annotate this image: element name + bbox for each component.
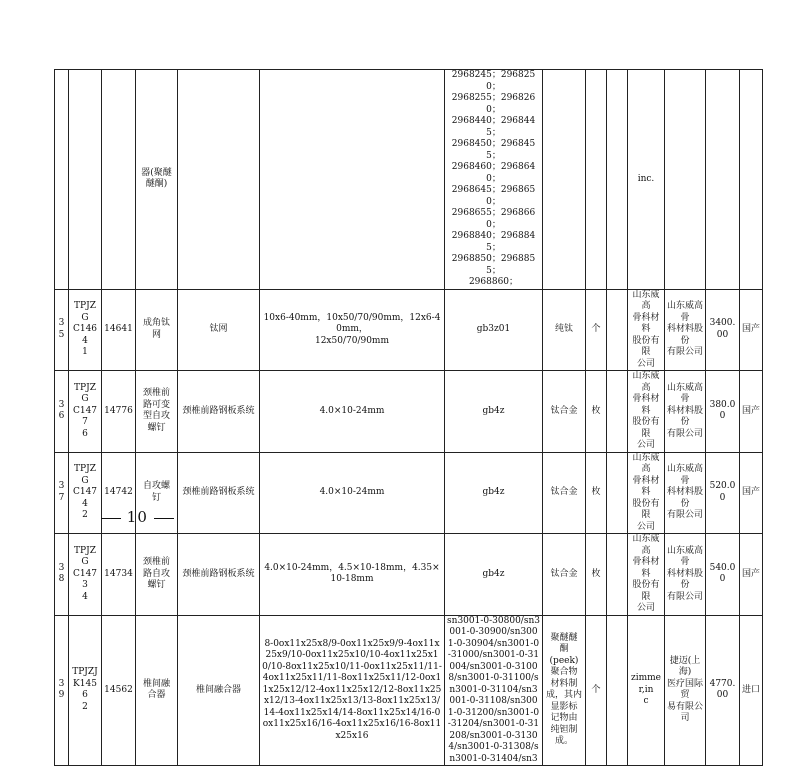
table-row — [55, 289, 763, 371]
table-row — [55, 534, 763, 616]
item-id: 14562 — [102, 615, 136, 766]
item-code: TPJZG C1473 4 — [69, 534, 102, 616]
table-row — [55, 615, 763, 766]
row-number — [55, 70, 69, 290]
unit: 个 — [586, 615, 607, 766]
specification: 4.0×10-24mm，4.5×10-18mm，4.35×10-18mm — [260, 534, 445, 616]
quantity — [607, 371, 628, 453]
price: 4770.00 — [706, 615, 740, 766]
price: 520.00 — [706, 452, 740, 534]
material: 钛合金 — [543, 452, 586, 534]
quantity — [607, 615, 628, 766]
origin: 国产 — [740, 289, 763, 371]
manufacturer: 山东威高 骨科材料 股份有限 公司 — [628, 452, 665, 534]
item-code: TPJZJ K1456 2 — [69, 615, 102, 766]
item-id — [102, 70, 136, 290]
quantity — [607, 452, 628, 534]
dash-right — [154, 518, 174, 519]
row-number: 36 — [55, 371, 69, 453]
product-category: 颈椎前路钢板系统 — [178, 534, 260, 616]
price: 3400.00 — [706, 289, 740, 371]
model-number: sn3001-0-30800/sn3001-0-30900/sn3001-0-30904/sn3001-0-31000/sn3001-0-31004/sn3001-0-31008/sn3001-0-31100/sn3001-0-31104/sn3001-0-31108/sn3001-0-31200/sn3001-0-31204/sn3001-0-31208/sn3001-0-31304/sn3001-0-31308/sn3001-0-31404/sn3 — [445, 615, 543, 766]
item-code: TPJZG C1474 2 — [69, 452, 102, 534]
specification: 4.0×10-24mm — [260, 371, 445, 453]
row-number: 39 — [55, 615, 69, 766]
item-code: TPJZG C1464 1 — [69, 289, 102, 371]
row-number: 35 — [55, 289, 69, 371]
model-number: 2968245；2968250； 2968255；2968260； 2968440；2968445； 2968450；2968455； 2968460；2968640； 2968645；2968650； 2968655；2968660； 2968840；2968845； 2968850；2968855； 2968860； — [445, 70, 543, 290]
product-name: 椎间融 合器 — [136, 615, 178, 766]
quantity — [607, 289, 628, 371]
product-category: 颈椎前路钢板系统 — [178, 452, 260, 534]
model-number: gb4z — [445, 452, 543, 534]
quantity — [607, 70, 628, 290]
item-id: 14641 — [102, 289, 136, 371]
product-name: 颈椎前 路可变 型自攻 螺钉 — [136, 371, 178, 453]
product-name: 器(聚醚 醚酮) — [136, 70, 178, 290]
supplier — [665, 70, 706, 290]
dash-left — [101, 518, 121, 519]
product-name: 自攻螺 钉 — [136, 452, 178, 534]
origin: 国产 — [740, 371, 763, 453]
item-id: 14776 — [102, 371, 136, 453]
product-category: 钛网 — [178, 289, 260, 371]
table-row — [55, 371, 763, 453]
supplier: 山东威高骨 科材料股份 有限公司 — [665, 289, 706, 371]
product-category — [178, 70, 260, 290]
model-number: gb4z — [445, 534, 543, 616]
price: 380.00 — [706, 371, 740, 453]
unit: 枚 — [586, 371, 607, 453]
manufacturer: 山东威高 骨科材料 股份有限 公司 — [628, 289, 665, 371]
row-number: 37 — [55, 452, 69, 534]
origin: 国产 — [740, 452, 763, 534]
origin: 进口 — [740, 615, 763, 766]
manufacturer: 山东威高 骨科材料 股份有限 公司 — [628, 371, 665, 453]
supplier: 山东威高骨 科材料股份 有限公司 — [665, 534, 706, 616]
model-number: gb3z01 — [445, 289, 543, 371]
supplier: 山东威高骨 科材料股份 有限公司 — [665, 371, 706, 453]
material: 钛合金 — [543, 371, 586, 453]
product-name: 颈椎前 路自攻 螺钉 — [136, 534, 178, 616]
product-name: 成角钛 网 — [136, 289, 178, 371]
specification: 4.0×10-24mm — [260, 452, 445, 534]
price: 540.00 — [706, 534, 740, 616]
item-id: 14742 — [102, 452, 136, 534]
specification — [260, 70, 445, 290]
item-code — [69, 70, 102, 290]
quantity — [607, 534, 628, 616]
price — [706, 70, 740, 290]
item-code: TPJZG C1477 6 — [69, 371, 102, 453]
material: 纯钛 — [543, 289, 586, 371]
supplier: 山东威高骨 科材料股份 有限公司 — [665, 452, 706, 534]
product-category: 颈椎前路钢板系统 — [178, 371, 260, 453]
catalog-table — [54, 69, 763, 766]
table-row — [55, 70, 763, 290]
unit — [586, 70, 607, 290]
unit: 枚 — [586, 452, 607, 534]
manufacturer: zimmer,in c — [628, 615, 665, 766]
origin — [740, 70, 763, 290]
page-number: 10 — [126, 508, 148, 526]
material: 聚醚醚 酮 (peek) 聚合物 材料制 成，其内 显影标 记物由 纯钽制 成。 — [543, 615, 586, 766]
specification: 8-0ox11x25x8/9-0ox11x25x9/9-4ox11x25x9/10-0ox11x25x10/10-4ox11x25x10/10-8ox11x25x10/11-0ox11x25x11/11-4ox11x25x11/11-8ox11x25x11/12-0ox11x25x12/12-4ox11x25x12/12-8ox11x25x12/13-4ox11x25x13/13-8ox11x25x13/14-4ox11x25x14/14-8ox11x25x14/16-0ox11x25x16/16-4ox11x25x16/16-8ox11x25x16 — [260, 615, 445, 766]
row-number: 38 — [55, 534, 69, 616]
supplier: 捷迈(上海) 医疗国际贸 易有限公司 — [665, 615, 706, 766]
model-number: gb4z — [445, 371, 543, 453]
material — [543, 70, 586, 290]
page-number-footer — [101, 508, 174, 526]
item-id: 14734 — [102, 534, 136, 616]
unit: 个 — [586, 289, 607, 371]
material: 钛合金 — [543, 534, 586, 616]
specification: 10x6-40mm，10x50/70/90mm，12x6-40mm， 12x50/70/90mm — [260, 289, 445, 371]
origin: 国产 — [740, 534, 763, 616]
manufacturer: 山东威高 骨科材料 股份有限 公司 — [628, 534, 665, 616]
product-category: 椎间融合器 — [178, 615, 260, 766]
unit: 枚 — [586, 534, 607, 616]
manufacturer: inc. — [628, 70, 665, 290]
